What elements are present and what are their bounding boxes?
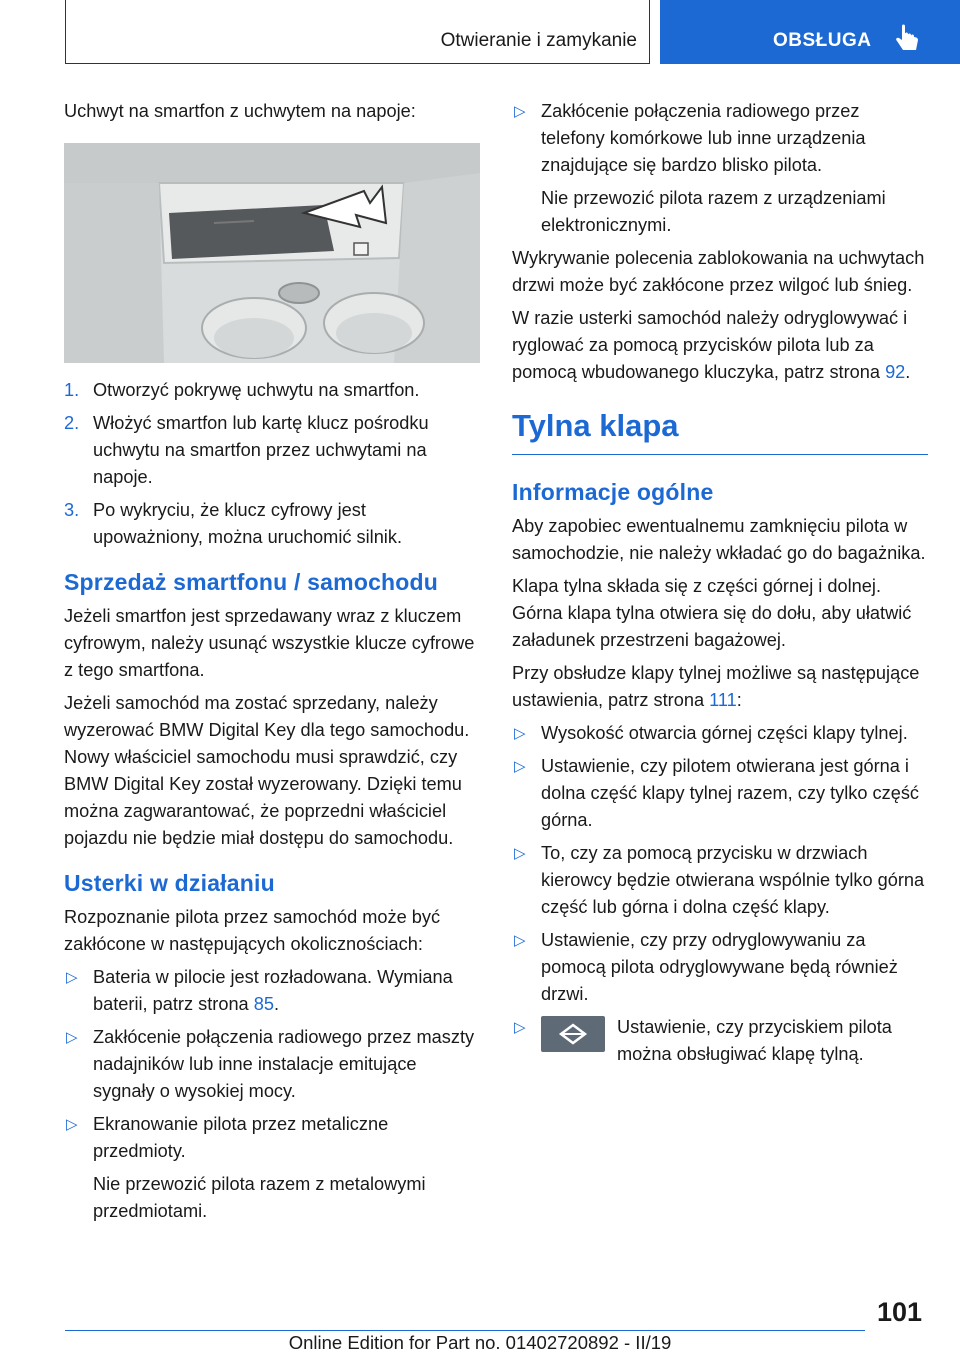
fault-text: Zakłócenie połączenia radiowego przez maszty nadajników lub inne instalacje emitujące sygnały o wysokiej mocy. (93, 1027, 475, 1101)
triangle-bullet-icon: ▷ (514, 1019, 526, 1036)
info-text-after: : (736, 690, 742, 710)
list-item (64, 410, 480, 491)
intro-text: Uchwyt na smartfon z uchwytem na napoje: (64, 101, 416, 121)
sale-paragraph-1: Jeżeli smartfon jest sprzedawany wraz z kluczem cyfrowym, należy usunąć wszystkie klucze cyfrowe z tego smartfona. (64, 606, 475, 680)
fault-subtext: Nie przewozić pilota razem z urządzeniami elektronicznymi. (541, 188, 886, 235)
sale-paragraph-2: Jeżeli samochód ma zostać sprzedany, należy wyzerować BMW Digital Key dla tego samochodu. Nowy właściciel samochodu musi sprawdzić, czy BMW Digital Key został wyzerowany. Dzięki temu można zagwarantować, że poprzedni właściciel pojazdu nie będzie miał dostępu do samochodu. (64, 693, 470, 848)
list-item (64, 1024, 480, 1105)
triangle-bullet-icon: ▷ (66, 1116, 78, 1133)
step-text: Otworzyć pokrywę uchwytu na smartfon. (93, 380, 420, 400)
fault-action-text: W razie usterki samochód należy odryglowywać i ryglować za pomocą przycisków pilota lub za pomocą wbudowanego kluczyka, patrz strona (512, 308, 908, 382)
info-paragraph-2: Klapa tylna składa się z części górnej i dolnej. Górna klapa tylna otwiera się do dołu, aby ułatwić załadunek przestrzeni bagażowej. (512, 576, 912, 650)
chapter-heading: Tylna klapa (512, 406, 928, 455)
footer-edition (0, 1332, 960, 1354)
setting-text: Ustawienie, czy przy odryglowywaniu za pomocą pilota odryglowywane będą również drzwi. (541, 930, 898, 1004)
icon-setting-item (512, 1014, 928, 1070)
page-number: 101 (876, 1297, 922, 1327)
info-paragraph-1: Aby zapobiec ewentualnemu zamknięciu pilota w samochodzie, nie należy wkładać go do bagażnika. (512, 516, 926, 563)
edition-text: Online Edition for Part no. 01402720892 - II/19 (288, 1332, 672, 1353)
list-item (512, 753, 928, 834)
smartphone-holder-photo (64, 143, 480, 363)
fault-text: Zakłócenie połączenia radiowego przez telefony komórkowe lub inne urządzenia znajdujące się bardzo blisko pilota. (541, 101, 866, 175)
list-item (64, 964, 480, 1018)
step-text: Po wykryciu, że klucz cyfrowy jest upoważniony, można uruchomić silnik. (93, 500, 402, 547)
triangle-bullet-icon: ▷ (514, 845, 526, 862)
left-column (64, 98, 480, 1231)
section-title: Otwieranie i zamykanie (440, 30, 637, 51)
list-item (64, 377, 480, 404)
steps-list (64, 377, 480, 551)
fault-text: Bateria w pilocie jest rozładowana. Wymiana baterii, patrz strona (93, 967, 453, 1014)
list-item (512, 98, 928, 239)
settings-list (512, 720, 928, 1008)
page-link[interactable]: 111 (709, 690, 737, 710)
list-item (64, 497, 480, 551)
triangle-bullet-icon: ▷ (514, 758, 526, 775)
triangle-bullet-icon: ▷ (66, 969, 78, 986)
fault-subtext: Nie przewozić pilota razem z metalowymi przedmiotami. (93, 1174, 426, 1221)
fault-list (64, 964, 480, 1225)
hand-pointer-icon (894, 24, 920, 54)
step-number: 3. (64, 500, 80, 520)
sale-heading: Sprzedaż smartfonu / samochodu (64, 569, 439, 595)
chapter-tab (660, 0, 960, 64)
page-link[interactable]: 85 (253, 994, 274, 1014)
chapter-title: OBSŁUGA (773, 30, 872, 51)
fault-heading: Usterki w działaniu (64, 870, 275, 896)
fault-list-continued (512, 98, 928, 239)
info-paragraph-3 (512, 660, 928, 714)
list-item (512, 927, 928, 1008)
footer-divider (65, 1330, 865, 1331)
triangle-bullet-icon: ▷ (514, 932, 526, 949)
setting-text: To, czy za pomocą przycisku w drzwiach kierowcy będzie otwierana wspólnie tylko górna część lub górna i dolna część klapy. (541, 843, 925, 917)
fault-action-after: . (905, 362, 911, 382)
setting-text: Ustawienie, czy pilotem otwierana jest górna i dolna część klapy tylnej razem, czy tylko część górna. (541, 756, 920, 830)
fault-text: Ekranowanie pilota przez metaliczne przedmioty. (93, 1114, 389, 1161)
page-link[interactable]: 92 (885, 362, 906, 382)
info-heading: Informacje ogólne (512, 479, 714, 505)
list-item (512, 720, 928, 747)
step-number: 2. (64, 413, 80, 433)
tailgate-button-icon (541, 1016, 605, 1052)
list-item (512, 840, 928, 921)
triangle-bullet-icon: ▷ (66, 1029, 78, 1046)
icon-setting-text: Ustawienie, czy przyciskiem pilota można obsługiwać klapę tylną. (617, 1017, 892, 1064)
fault-action-paragraph (512, 305, 928, 386)
fault-intro: Rozpoznanie pilota przez samochód może być zakłócone w następujących okolicznościach: (64, 907, 441, 954)
moisture-paragraph: Wykrywanie polecenia zablokowania na uchwytach drzwi może być zakłócone przez wilgoć lub śnieg. (512, 248, 925, 295)
info-text: Przy obsłudze klapy tylnej możliwe są następujące ustawienia, patrz strona (512, 663, 920, 710)
step-number: 1. (64, 380, 80, 400)
fault-text-after: . (273, 994, 280, 1014)
setting-text: Wysokość otwarcia górnej części klapy tylnej. (541, 723, 908, 743)
step-text: Włożyć smartfon lub kartę klucz pośrodku uchwytu na smartfon przez uchwytami na napoje. (93, 413, 429, 487)
right-column (512, 98, 928, 1070)
triangle-bullet-icon: ▷ (514, 725, 526, 742)
header-section-box (65, 0, 650, 64)
triangle-bullet-icon: ▷ (514, 103, 526, 120)
list-item (64, 1111, 480, 1225)
